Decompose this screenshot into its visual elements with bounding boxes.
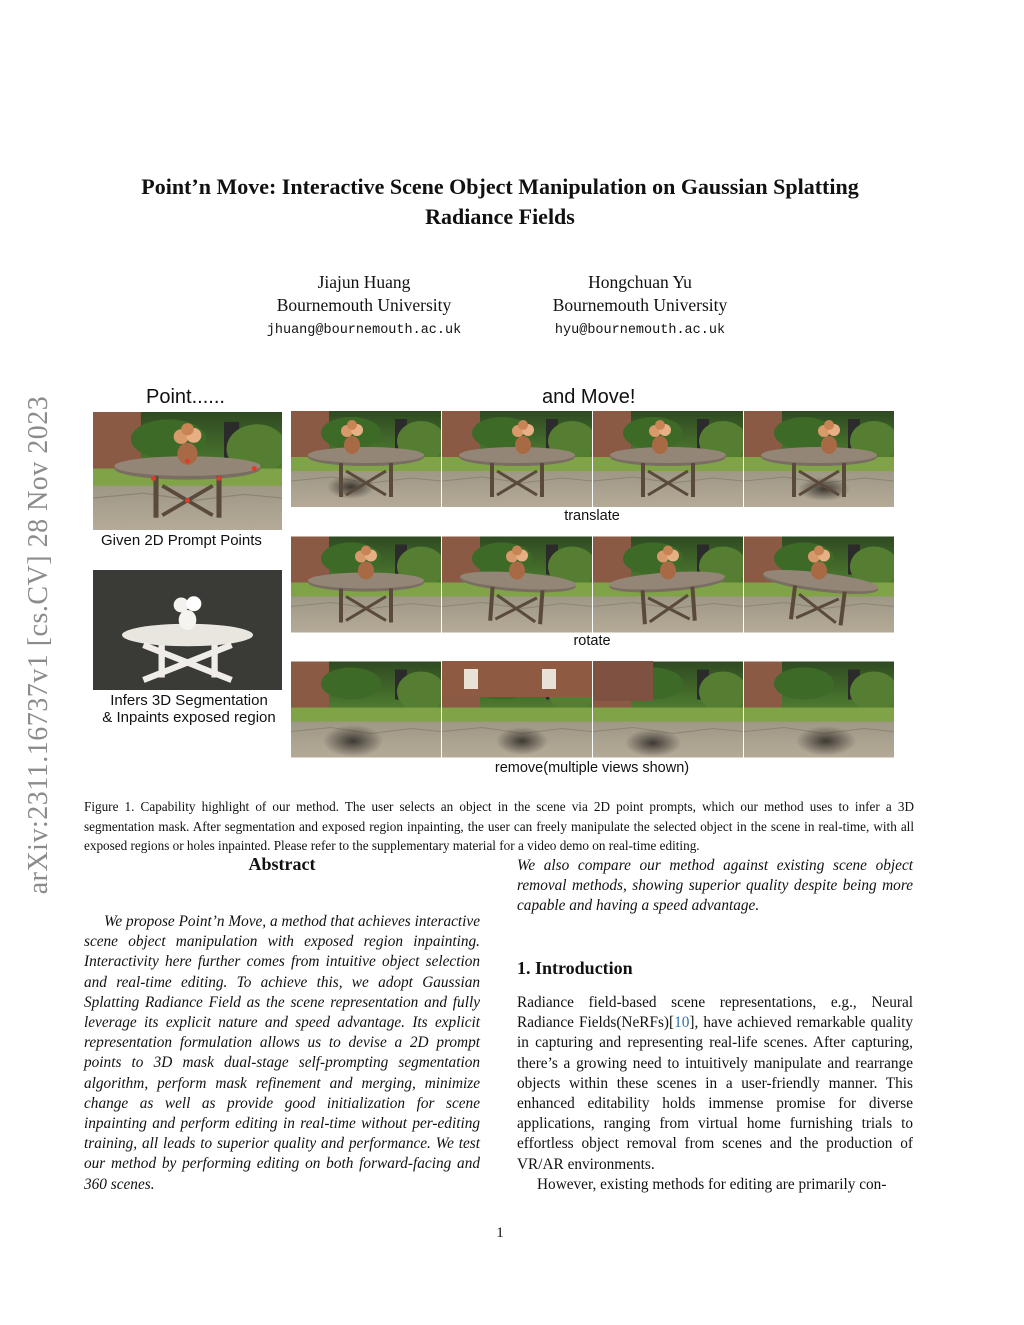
abstract-continued: We also compare our method against existing scene object removal methods, showing superior quality despite being more capable and having a speed advantage. xyxy=(517,857,913,915)
page-number: 1 xyxy=(496,1225,504,1241)
introduction-paragraph-1 xyxy=(517,993,913,1175)
remove-view-1 xyxy=(291,661,441,758)
intro-text-start: Radiance field-based scene representations, e.g., Neural Radiance Fields(NeRFs)[ xyxy=(517,994,913,1032)
translate-view-3 xyxy=(593,411,743,507)
arxiv-identifier: arXiv:2311.16737v1 [cs.CV] 28 Nov 2023 xyxy=(23,395,54,895)
paper-title-line-2: Radiance Fields xyxy=(425,204,575,229)
remove-view-2 xyxy=(442,661,592,758)
prompt-point xyxy=(252,466,257,471)
row-label-translate: translate xyxy=(564,508,620,524)
prompt-point xyxy=(151,476,156,481)
figure-heading-move: and Move! xyxy=(542,386,636,408)
prompt-point xyxy=(216,476,221,481)
abstract-text: We propose Point’n Move, a method that achieves interactive scene object manipulation with exposed region inpainting. Interactivity here further comes from intuitive object selection and real-time editing. To achieve this, we adopt Gaussian Splatting Radiance Field as the scene representation and fully leverage its explicit nature and speed advantage. Its explicit representation formulation allows us to devise a 2D prompt points to 3D mask dual-stage self-prompting segmentation algorithm, perform mask refinement and merging, minimize change as well as provide good initialization for scene inpainting and perform editing in real-time without per-editing training, all leads to superior quality and performance. We test our method by performing editing on both forward-facing and 360 scenes. xyxy=(84,913,480,1193)
citation-link[interactable]: 10 xyxy=(674,1014,690,1032)
introduction-heading: 1. Introduction xyxy=(517,958,633,978)
paper-title-line-1: Point’n Move: Interactive Scene Object Manipulation on Gaussian Splatting xyxy=(141,174,859,199)
label-segmentation-line-2: & Inpaints exposed region xyxy=(102,709,276,726)
author-email[interactable]: jhuang@bournemouth.ac.uk xyxy=(266,323,462,338)
author-affiliation: Bournemouth University xyxy=(276,295,452,315)
author-name: Hongchuan Yu xyxy=(588,272,692,292)
remove-view-4 xyxy=(744,661,894,758)
rotate-view-4 xyxy=(744,536,894,633)
author-affiliation: Bournemouth University xyxy=(552,295,728,315)
label-prompt-points: Given 2D Prompt Points xyxy=(101,532,262,549)
introduction-paragraph-2: However, existing methods for editing are primarily con- xyxy=(537,1176,887,1193)
author-2 xyxy=(520,271,760,342)
figure-heading-point: Point...... xyxy=(146,386,225,408)
translate-view-2 xyxy=(442,411,592,507)
figure-caption: Figure 1. Capability highlight of our method. The user selects an object in the scene via 2D point prompts, which our method uses to infer a 3D segmentation mask. After segmentation and exposed region inpainting, the user can freely manipulate the selected object in the scene in real-time, with all exposed regions or holes inpainted. Please refer to the supplementary material for a video demo on real-time editing. xyxy=(84,799,914,853)
rotate-view-1 xyxy=(291,536,441,633)
label-segmentation-line-1: Infers 3D Segmentation xyxy=(110,692,268,709)
intro-text-end: ], have achieved remarkable quality in capturing and representing real-life scenes. After capturing, there’s a growing need to intuitively manipulate and rearrange objects within these scenes in a user-friendly manner. This enhanced editability holds immense promise for diverse applications, ranging from virtual home furnishing trials to effortless object removal from scenes and the production of VR/AR environments. xyxy=(517,1014,913,1173)
prompt-point xyxy=(185,459,190,464)
author-email[interactable]: hyu@bournemouth.ac.uk xyxy=(554,323,726,338)
author-1 xyxy=(244,271,484,342)
translate-view-1 xyxy=(291,411,441,507)
rotate-view-3 xyxy=(593,536,743,633)
paper-title xyxy=(0,172,1000,232)
row-label-remove: remove(multiple views shown) xyxy=(494,760,690,776)
prompt-point xyxy=(185,498,190,503)
figure-input-photo xyxy=(93,412,282,530)
remove-view-3 xyxy=(593,661,743,758)
translate-view-4 xyxy=(744,411,894,507)
abstract-heading: Abstract xyxy=(248,854,316,874)
figure-segmentation-photo xyxy=(93,570,282,690)
label-segmentation xyxy=(94,692,284,726)
row-label-rotate: rotate xyxy=(573,633,611,649)
rotate-view-2 xyxy=(442,536,592,633)
author-name: Jiajun Huang xyxy=(317,272,411,292)
